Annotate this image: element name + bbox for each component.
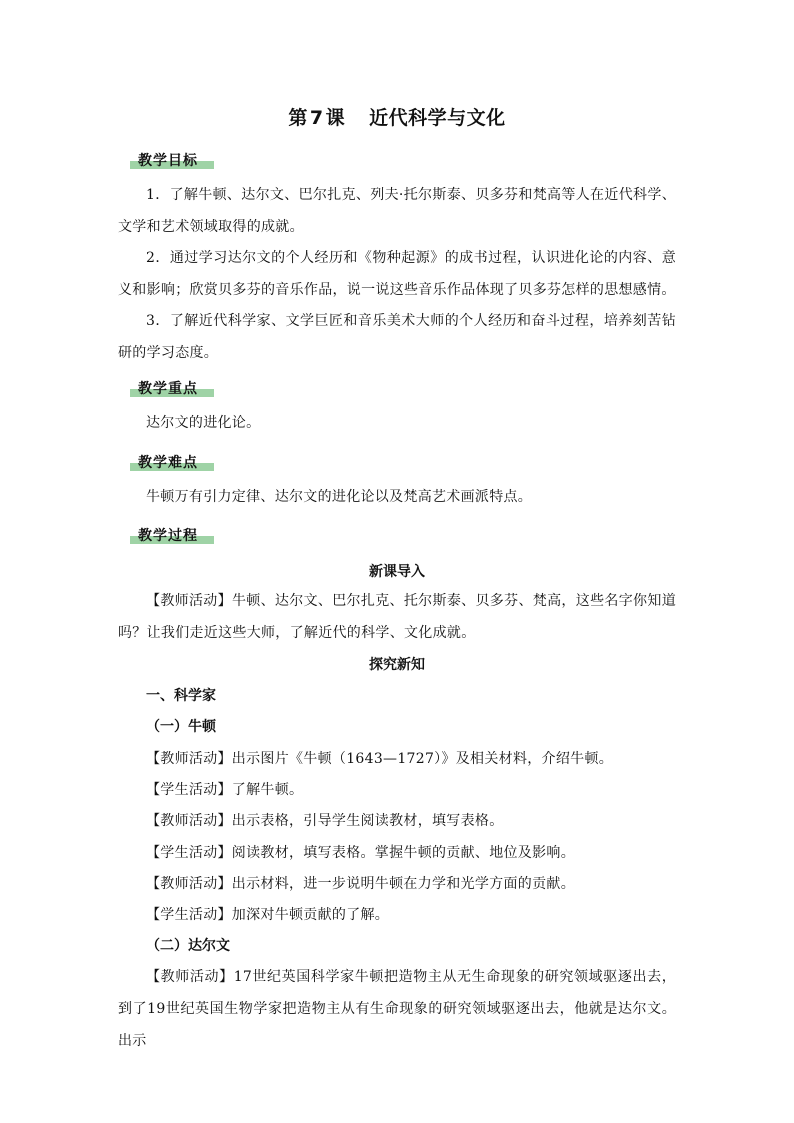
goal-item-3: 3．了解近代科学家、文学巨匠和音乐美术大师的个人经历和奋斗过程，培养刻苦钻研的学习态度。 [118,313,676,361]
intro-heading: 新课导入 [369,564,425,580]
lesson-title [118,103,676,130]
title-prefix: 第 [288,107,308,129]
goal-item-2: 2．通过学习达尔文的个人经历和《物种起源》的成书过程，认识进化论的内容、意义和影响；欣赏贝多芬的音乐作品，说一说这些音乐作品体现了贝多芬怎样的思想感情。 [118,250,676,298]
key-point-text: 达尔文的进化论。 [146,415,261,431]
section-key [130,378,214,408]
darwin-text: 【教师活动】17世纪英国科学家牛顿把造物主从无生命现象的研究领域驱逐出去，到了19世纪英国生物学家把造物主从有生命现象的研究领域驱逐出去，他就是达尔文。出示 [118,969,676,1049]
activity-line-1: 【教师活动】出示图片《牛顿（1643—1727）》及相关材料，介绍牛顿。 [146,751,614,767]
explore-heading: 探究新知 [369,657,425,673]
title-name: 近代科学与文化 [369,107,506,129]
goal-item-1: 1．了解牛顿、达尔文、巴尔扎克、列夫·托尔斯泰、贝多芬和梵高等人在近代科学、文学和艺术领域取得的成就。 [118,187,676,235]
activity-line-4: 【学生活动】阅读教材，填写表格。掌握牛顿的贡献、地位及影响。 [146,845,575,861]
section-process-label: 教学过程 [138,528,198,544]
section-difficulty [130,452,214,482]
section-key-label: 教学重点 [138,381,198,397]
activity-line-5: 【教师活动】出示材料，进一步说明牛顿在力学和光学方面的贡献。 [146,876,575,892]
section-goals-label: 教学目标 [138,153,198,169]
section-difficulty-label: 教学难点 [138,455,198,471]
sub-newton: （一）牛顿 [146,719,216,735]
section-process [130,525,214,555]
activity-line-3: 【教师活动】出示表格，引导学生阅读教材，填写表格。 [146,813,504,829]
title-number: 7 [309,107,324,129]
activity-line-2: 【学生活动】了解牛顿。 [146,782,304,798]
section-goals [130,150,214,180]
intro-text: 【教师活动】牛顿、达尔文、巴尔扎克、托尔斯泰、贝多芬、梵高，这些名字你知道吗？让我们走近这些大师，了解近代的科学、文化成就。 [118,593,676,641]
activity-line-6: 【学生活动】加深对牛顿贡献的了解。 [146,907,390,923]
difficulty-text: 牛顿万有引力定律、达尔文的进化论以及梵高艺术画派特点。 [146,489,533,505]
sub-darwin: （二）达尔文 [146,938,230,954]
title-suffix: 课 [325,107,346,129]
part-scientists: 一、科学家 [146,688,216,704]
